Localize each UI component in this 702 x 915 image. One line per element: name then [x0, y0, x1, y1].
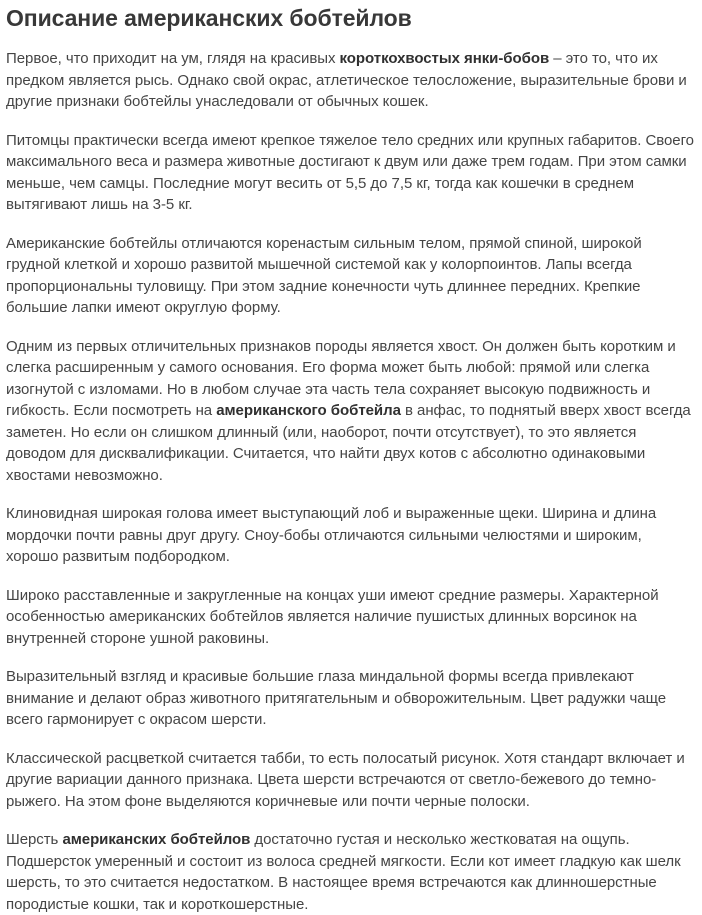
paragraph — [6, 829, 696, 915]
paragraph-text: Широко расставленные и закругленные на концах уши имеют средние размеры. Характерной особенностью американских бобтейлов является наличие пушистых длинных ворсинок на внутренней стороне ушной раковины. — [6, 586, 659, 647]
paragraph-text: – это то, что их предком является рысь. Однако свой окрас, атлетическое телосложение, выразительные брови и другие признаки бобтейлы унаследовали от обычных кошек. — [6, 50, 687, 110]
paragraph-text: Одним из первых отличительных признаков породы является хвост. Он должен быть коротким и слегка расширенным у самого основания. Его форма может быть любой: прямой или слегка изогнутой с изломами. Но в любом случае эта часть тела сохраняет высокую подвижность и гибкость. Если посмотреть на — [6, 337, 676, 419]
article-title: Описание американских бобтейлов — [6, 5, 412, 31]
paragraph-text: Классической расцветкой считается табби, то есть полосатый рисунок. Хотя стандарт включает и другие вариации данного признака. Цвета шерсти встречаются от светло-бежевого до темно-рыжего. На этом фоне выделяются коричневые или почти черные полоски. — [6, 749, 685, 810]
paragraph — [6, 503, 696, 568]
article-body — [6, 48, 696, 915]
paragraph — [6, 48, 696, 113]
paragraph-text: Клиновидная широкая голова имеет выступающий лоб и выраженные щеки. Ширина и длина мордочки почти равны друг другу. Сноу-бобы отличаются сильными челюстями и широким, хорошо развитым подбородком. — [6, 505, 657, 565]
paragraph-text: Первое, что приходит на ум, глядя на красивых — [6, 50, 340, 67]
paragraph-text: Американские бобтейлы отличаются коренастым сильным телом, прямой спиной, широкой грудной клеткой и хорошо развитой мышечной системой как у колорпоинтов. Лапы всегда пропорциональны туловищу. При этом задние конечности чуть длиннее передних. Крепкие большие лапки имеют округлую форму. — [6, 234, 642, 316]
paragraph-text: Питомцы практически всегда имеют крепкое тяжелое тело средних или крупных габаритов. Своего максимального веса и размера животные достигают к двум или даже трем годам. При этом самки меньше, чем самцы. Последние могут весить от 5,5 до 7,5 кг, тогда как кошечки в среднем вытягивают лишь на 3-5 кг. — [6, 131, 694, 213]
paragraph — [6, 233, 696, 319]
bold-keyword: американских бобтейлов — [62, 831, 251, 848]
paragraph — [6, 666, 696, 731]
paragraph-text: Шерсть — [6, 831, 63, 848]
paragraph-text: Выразительный взгляд и красивые большие глаза миндальной формы всегда привлекают внимание и делают образ животного притягательным и обворожительным. Цвет радужки чаще всего гармонирует с окрасом шерсти. — [6, 668, 666, 728]
paragraph — [6, 585, 696, 650]
paragraph-text: в анфас, то поднятый вверх хвост всегда заметен. Но если он слишком длинный (или, наоборот, почти отсутствует), то это является доводом для дисквалификации. Считается, что найти двух котов с абсолютно одинаковыми хвостами невозможно. — [6, 402, 691, 484]
paragraph — [6, 748, 696, 813]
paragraph-text: достаточно густая и несколько жестковатая на ощупь. Подшерсток умеренный и состоит из волоса средней мягкости. Если кот имеет гладкую как шелк шерсть, то это считается недостатком. В настоящее время встречаются как длинношерстные породистые кошки, так и короткошерстные. — [6, 831, 681, 913]
paragraph — [6, 336, 696, 487]
paragraph — [6, 130, 696, 216]
bold-keyword: короткохвостых янки-бобов — [339, 50, 550, 67]
bold-keyword: американского бобтейла — [216, 402, 401, 419]
